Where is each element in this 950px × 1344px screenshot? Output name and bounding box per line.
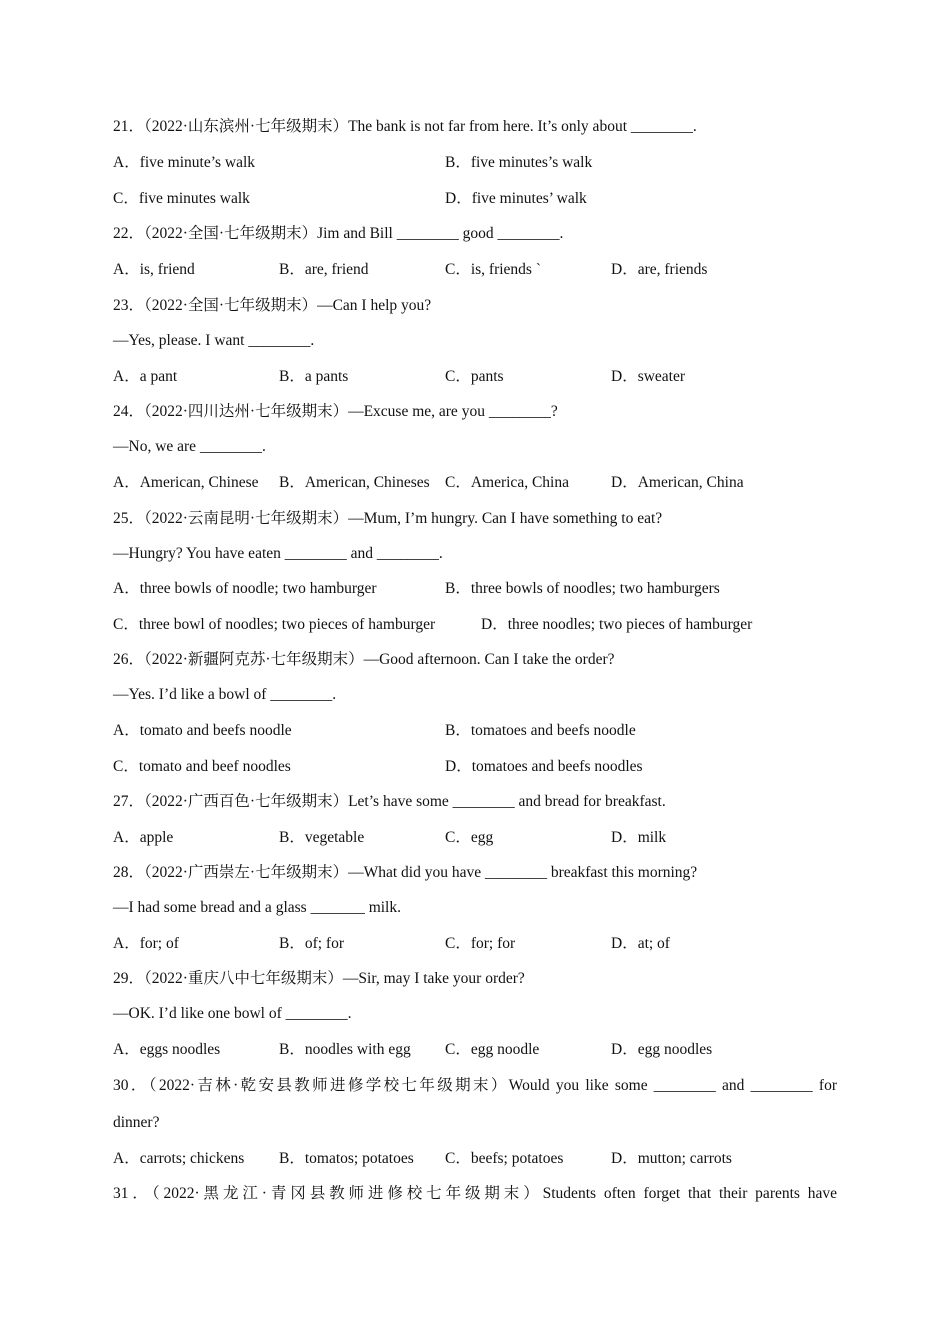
option-b: B．vegetable [279,829,365,846]
question-stem-continued: dinner? [113,1114,160,1131]
option-c: C．tomato and beef noodles [113,758,291,775]
option-d: D．tomatoes and beefs noodles [445,758,643,775]
question-stem: 22．（2022·全国·七年级期末）Jim and Bill ________ good ________. [113,225,564,242]
option-b: B．three bowls of noodles; two hamburgers [445,580,720,597]
question-reply: —Yes, please. I want ________. [113,332,315,349]
option-c: C．America, China [445,474,569,491]
question-stem: 24．（2022·四川达州·七年级期末）—Excuse me, are you ________? [113,403,558,420]
option-d: D．milk [611,829,667,846]
question-reply: —Hungry? You have eaten ________ and ________. [113,545,443,562]
question-reply: —I had some bread and a glass _______ milk. [113,899,401,916]
question-stem: 21．（2022·山东滨州·七年级期末）The bank is not far from here. It’s only about ________. [113,118,697,135]
option-c: C．three bowl of noodles; two pieces of hamburger [113,616,436,633]
option-b: B．tomatoes and beefs noodle [445,722,636,739]
question-stem: 31．（2022·黑龙江·青冈县教师进修校七年级期末）Students often forget that their parents have [113,1185,837,1202]
option-c: C．pants [445,368,504,385]
option-a: A．for; of [113,935,179,952]
option-c: C．is, friends ` [445,261,542,278]
option-a: A．apple [113,829,174,846]
option-a: A．American, Chinese [113,474,259,491]
question-stem: 28．（2022·广西崇左·七年级期末）—What did you have ________ breakfast this morning? [113,864,698,881]
option-d: D．five minutes’ walk [445,190,587,207]
option-c: C．egg [445,829,494,846]
option-d: D．egg noodles [611,1041,713,1058]
option-c: C．for; for [445,935,516,952]
option-a: A．tomato and beefs noodle [113,722,292,739]
option-b: B．are, friend [279,261,369,278]
option-a: A．carrots; chickens [113,1150,245,1167]
option-d: D．at; of [611,935,670,952]
option-a: A．eggs noodles [113,1041,221,1058]
question-reply: —Yes. I’d like a bowl of ________. [113,686,337,703]
option-a: A．a pant [113,368,178,385]
option-b: B．five minutes’s walk [445,154,593,171]
question-stem: 30．（2022·吉林·乾安县教师进修学校七年级期末）Would you like some ________ and ________ for [113,1077,837,1094]
option-c: C．beefs; potatoes [445,1150,564,1167]
option-b: B．of; for [279,935,345,952]
option-b: B．American, Chineses [279,474,430,491]
question-stem: 29．（2022·重庆八中七年级期末）—Sir, may I take your order? [113,970,525,987]
option-d: D．sweater [611,368,686,385]
question-stem: 23．（2022·全国·七年级期末）—Can I help you? [113,297,432,314]
question-reply: —OK. I’d like one bowl of ________. [113,1005,352,1022]
option-d: D．American, China [611,474,744,491]
option-a: A．three bowls of noodle; two hamburger [113,580,377,597]
option-d: D．are, friends [611,261,708,278]
option-d: D．mutton; carrots [611,1150,732,1167]
question-stem: 26．（2022·新疆阿克苏·七年级期末）—Good afternoon. Can I take the order? [113,651,615,668]
option-c: C．five minutes walk [113,190,250,207]
question-reply: —No, we are ________. [113,438,266,455]
option-c: C．egg noodle [445,1041,540,1058]
option-d: D．three noodles; two pieces of hamburger [481,616,753,633]
option-a: A．five minute’s walk [113,154,256,171]
option-b: B．noodles with egg [279,1041,411,1058]
option-a: A．is, friend [113,261,195,278]
option-b: B．a pants [279,368,349,385]
option-b: B．tomatos; potatoes [279,1150,414,1167]
question-stem: 27．（2022·广西百色·七年级期末）Let’s have some ________ and bread for breakfast. [113,793,666,810]
question-stem: 25．（2022·云南昆明·七年级期末）—Mum, I’m hungry. Can I have something to eat? [113,510,663,527]
